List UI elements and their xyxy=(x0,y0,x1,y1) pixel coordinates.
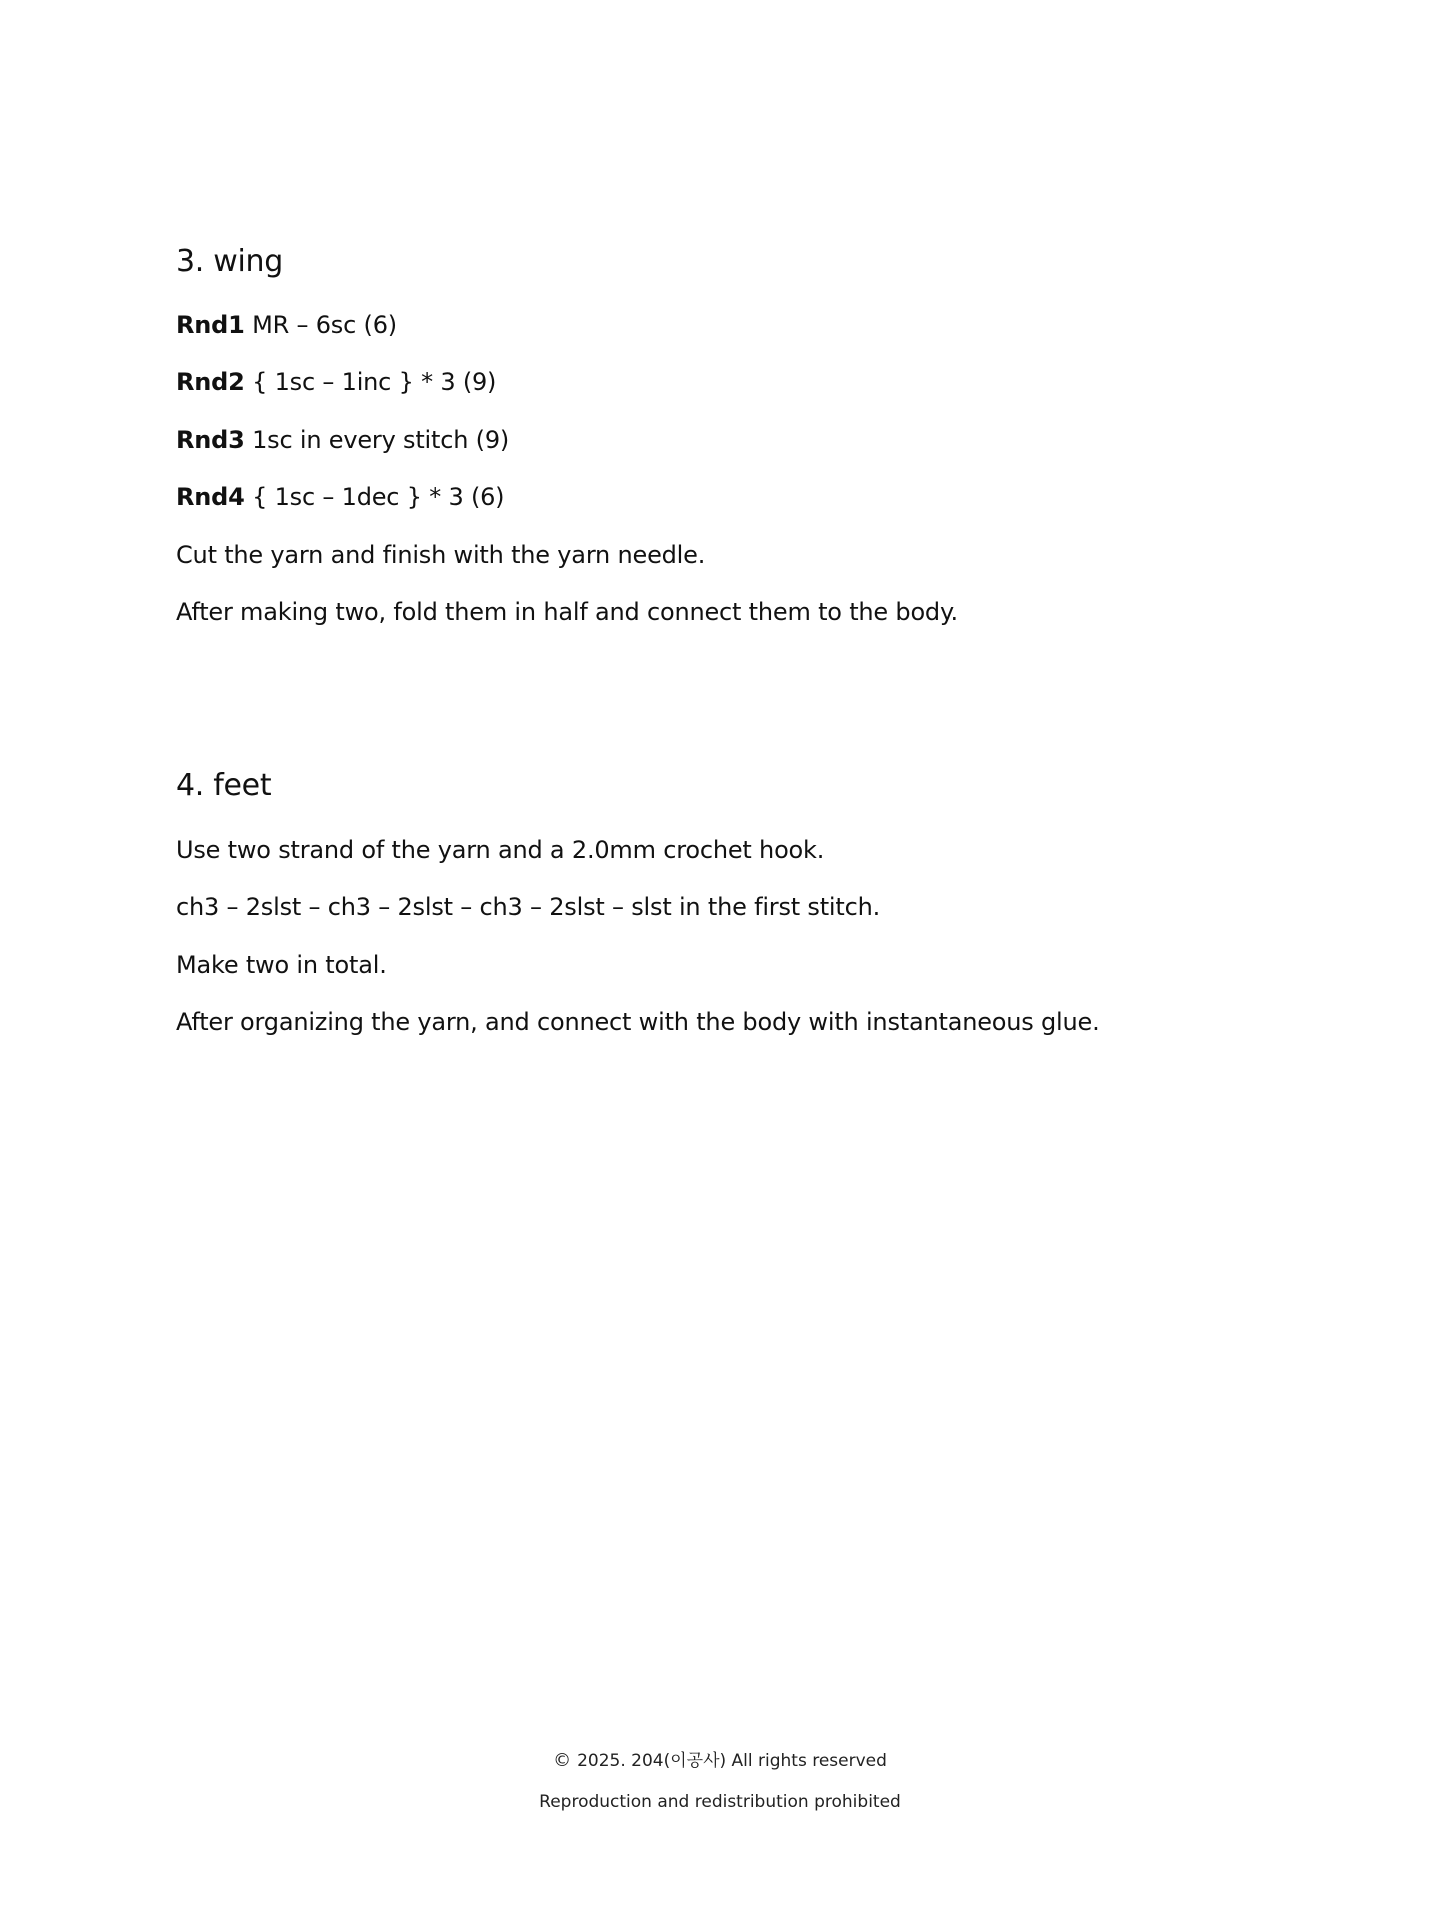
round-label: Rnd2 xyxy=(176,368,245,396)
wing-note-2: After making two, fold them in half and connect them to the body. xyxy=(176,598,958,626)
round-label: Rnd3 xyxy=(176,426,245,454)
copyright-icon: © xyxy=(553,1750,572,1771)
footer-notice: Reproduction and redistribution prohibited xyxy=(539,1792,901,1812)
round-instruction: { 1sc – 1dec } * 3 (6) xyxy=(252,483,505,511)
wing-round-2 xyxy=(176,367,496,397)
round-instruction: 1sc in every stitch (9) xyxy=(252,426,510,454)
wing-round-1 xyxy=(176,310,397,340)
copyright-text: 2025. 204(이공사) All rights reserved xyxy=(577,1751,887,1771)
wing-note-1: Cut the yarn and finish with the yarn needle. xyxy=(176,541,706,569)
feet-line-3: Make two in total. xyxy=(176,951,387,979)
round-label: Rnd4 xyxy=(176,483,245,511)
section-title-feet: 4. feet xyxy=(176,768,272,803)
wing-round-4 xyxy=(176,482,504,512)
round-label: Rnd1 xyxy=(176,311,245,339)
wing-round-3 xyxy=(176,425,509,455)
round-instruction: MR – 6sc (6) xyxy=(252,311,397,339)
feet-line-2: ch3 – 2slst – ch3 – 2slst – ch3 – 2slst – slst in the first stitch. xyxy=(176,893,881,921)
round-instruction: { 1sc – 1inc } * 3 (9) xyxy=(252,368,497,396)
feet-line-4: After organizing the yarn, and connect with the body with instantaneous glue. xyxy=(176,1008,1100,1036)
feet-line-1: Use two strand of the yarn and a 2.0mm crochet hook. xyxy=(176,836,825,864)
section-title-wing: 3. wing xyxy=(176,244,283,279)
footer-copyright xyxy=(0,1746,1440,1771)
